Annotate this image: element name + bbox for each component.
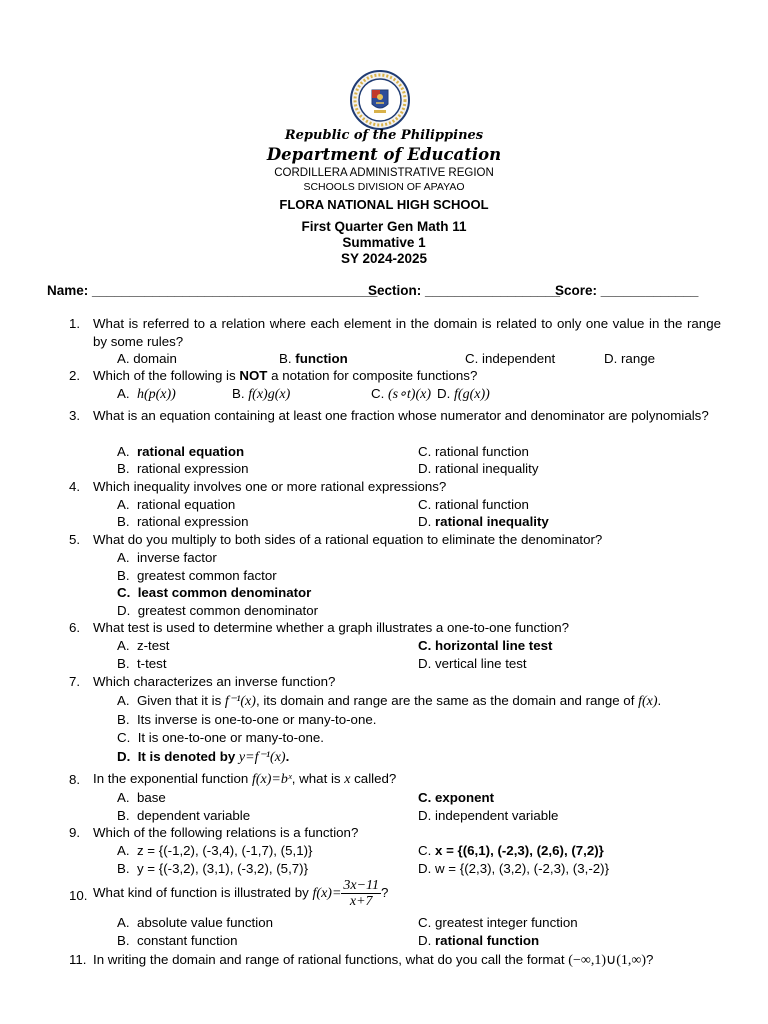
q2-option-d-math: f(g(x))	[454, 387, 490, 402]
section-field[interactable]: Section: __________________	[368, 283, 561, 298]
q1-option-b[interactable]	[279, 351, 348, 366]
q9-text: Which of the following relations is a function?	[93, 825, 359, 840]
q3-text: What is an equation containing at least one fraction whose numerator and denominator are polynomials?	[93, 408, 709, 423]
q9-option-c[interactable]	[418, 843, 604, 858]
q7-option-a-letter: A.	[117, 693, 130, 708]
q9-option-a[interactable]	[117, 843, 312, 858]
q3-option-c[interactable]: C. rational function	[418, 444, 529, 459]
q4-number: 4.	[69, 479, 81, 494]
q7-option-b[interactable]	[117, 712, 376, 727]
q7-text: Which characterizes an inverse function?	[93, 674, 336, 689]
q4-option-d[interactable]	[418, 514, 549, 529]
q7-option-d-pre: It is denoted by	[137, 749, 239, 764]
q10-fraction	[341, 878, 381, 909]
q7-option-a-math2: f(x)	[638, 694, 658, 709]
q9-option-a-text: z = {(-1,2), (-3,4), (-1,7), (5,1)}	[136, 843, 313, 858]
q5-option-c-letter: C.	[117, 585, 131, 600]
q1-option-b-letter: B.	[279, 351, 296, 366]
q8-option-d[interactable]: D. independent variable	[418, 808, 559, 823]
q7-option-c-letter: C.	[117, 730, 131, 745]
exam-subtitle: Summative 1	[342, 235, 426, 250]
q11-text-pre: In writing the domain and range of rational functions, what do you call the format	[93, 952, 569, 967]
q8-option-c[interactable]: C. exponent	[418, 790, 495, 805]
q8-text	[93, 771, 396, 788]
q9-option-c-text: x = {(6,1), (-2,3), (2,6), (7,2)}	[435, 843, 604, 858]
score-field[interactable]: Score: _____________	[555, 283, 699, 298]
q6-option-b[interactable]	[117, 656, 167, 671]
q8-option-b-text: dependent variable	[136, 808, 251, 823]
q8-number: 8.	[69, 772, 81, 787]
q2-option-b-letter: B.	[232, 386, 245, 401]
division-heading: SCHOOLS DIVISION OF APAYAO	[303, 181, 465, 193]
q7-option-a-mid: , its domain and range are the same as the domain and range of	[255, 693, 639, 708]
q2-text	[93, 368, 477, 383]
q7-option-a[interactable]	[117, 693, 661, 710]
q1-option-b-text: function	[295, 351, 348, 366]
q10-option-b-text: constant function	[136, 933, 238, 948]
q5-number: 5.	[69, 532, 81, 547]
q5-option-d[interactable]	[117, 603, 318, 618]
q2-text-post: a notation for composite functions?	[267, 368, 478, 383]
q5-option-c-text: least common denominator	[137, 585, 312, 600]
q2-option-b[interactable]	[232, 386, 290, 403]
q9-option-b-text: y = {(-3,2), (3,1), (-3,2), (5,7)}	[136, 861, 309, 876]
name-field[interactable]: Name: ______________________________________	[47, 283, 378, 298]
q11-text	[93, 952, 653, 969]
q2-option-c[interactable]	[371, 386, 431, 403]
q2-option-a-letter: A.	[117, 386, 130, 401]
q1-option-d[interactable]: D. range	[604, 351, 655, 366]
q10-option-c[interactable]: C. greatest integer function	[418, 915, 578, 930]
q2-option-c-letter: C.	[371, 386, 385, 401]
q6-option-b-letter: B.	[117, 656, 130, 671]
q10-text	[93, 878, 388, 909]
q3-option-b-letter: B.	[117, 461, 130, 476]
q9-option-b-letter: B.	[117, 861, 130, 876]
q1-option-a[interactable]: A. domain	[117, 351, 177, 366]
q3-option-d[interactable]: D. rational inequality	[418, 461, 539, 476]
q9-number: 9.	[69, 825, 81, 840]
q10-fraction-denominator: x+7	[349, 894, 373, 909]
q2-text-bold: NOT	[239, 368, 268, 383]
q5-text: What do you multiply to both sides of a rational equation to eliminate the denominator?	[93, 532, 603, 547]
republic-heading: Republic of the Philippines	[284, 128, 484, 143]
q10-option-b-letter: B.	[117, 933, 130, 948]
q8-text-math: f(x)=bˣ	[251, 772, 292, 787]
deped-seal	[350, 70, 410, 130]
q4-option-b-text: rational expression	[136, 514, 249, 529]
q6-option-a-letter: A.	[117, 638, 130, 653]
q4-option-c[interactable]: C. rational function	[418, 497, 529, 512]
q10-text-math: f(x)=	[312, 886, 342, 902]
q4-option-b[interactable]	[117, 514, 249, 529]
q11-number: 11.	[69, 952, 87, 967]
q11-text-post: ?	[646, 952, 654, 967]
q2-option-b-math: f(x)g(x)	[248, 387, 291, 402]
q9-option-b[interactable]	[117, 861, 308, 876]
q6-option-d[interactable]: D. vertical line test	[418, 656, 527, 671]
q7-option-b-text: Its inverse is one-to-one or many-to-one.	[136, 712, 377, 727]
q4-option-d-letter: D.	[418, 514, 435, 529]
q8-text-mid: , what is	[291, 771, 345, 786]
q8-text-var: x	[344, 772, 351, 787]
q10-option-a[interactable]	[117, 915, 273, 930]
q10-number: 10.	[69, 888, 88, 903]
q7-option-d-math: y=f⁻¹(x)	[238, 750, 286, 765]
department-heading: Department of Education	[266, 145, 502, 164]
exam-title: First Quarter Gen Math 11	[301, 219, 467, 234]
q10-option-d-text: rational function	[435, 933, 540, 948]
q2-text-pre: Which of the following is	[93, 368, 240, 383]
q10-option-d-letter: D.	[418, 933, 435, 948]
q4-option-d-text: rational inequality	[435, 514, 549, 529]
q2-option-a-math: h(p(x))	[136, 387, 176, 402]
q7-option-b-letter: B.	[117, 712, 130, 727]
q9-option-a-letter: A.	[117, 843, 130, 858]
q1-option-c[interactable]: C. independent	[465, 351, 556, 366]
q6-option-a[interactable]	[117, 638, 169, 653]
q8-option-b[interactable]	[117, 808, 250, 823]
q7-option-a-end: .	[657, 693, 662, 708]
q7-number: 7.	[69, 674, 81, 689]
q3-option-b-text: rational expression	[136, 461, 249, 476]
school-year: SY 2024-2025	[340, 251, 428, 266]
q1-number: 1.	[69, 316, 81, 331]
q10-option-d[interactable]	[418, 933, 539, 948]
q5-option-b-text: greatest common factor	[136, 568, 277, 583]
q2-option-d-letter: D.	[437, 386, 451, 401]
q3-option-a-text: rational equation	[136, 444, 245, 459]
q10-option-a-letter: A.	[117, 915, 130, 930]
q11-text-math: (−∞,1)∪(1,∞)	[568, 953, 647, 968]
q4-option-a-letter: A.	[117, 497, 130, 512]
q5-option-b-letter: B.	[117, 568, 130, 583]
q6-option-a-text: z-test	[136, 638, 170, 653]
q7-option-c-text: It is one-to-one or many-to-one.	[137, 730, 324, 745]
q10-text-pre: What kind of function is illustrated by	[93, 885, 313, 901]
q6-text: What test is used to determine whether a graph illustrates a one-to-one function?	[93, 620, 570, 635]
q4-option-a-text: rational equation	[136, 497, 236, 512]
q9-option-d[interactable]: D. w = {(2,3), (3,2), (-2,3), (3,-2)}	[418, 861, 610, 876]
q10-option-b[interactable]	[117, 933, 238, 948]
q3-option-a[interactable]	[117, 444, 244, 459]
q5-option-c[interactable]	[117, 585, 311, 600]
q6-option-b-text: t-test	[136, 656, 167, 671]
q8-text-post: called?	[350, 771, 397, 786]
q7-option-a-pre: Given that it is	[136, 693, 225, 708]
q4-option-a[interactable]	[117, 497, 235, 512]
q8-option-a-text: base	[136, 790, 166, 805]
q2-option-a[interactable]	[117, 386, 176, 403]
q8-option-a-letter: A.	[117, 790, 130, 805]
q5-option-d-letter: D.	[117, 603, 131, 618]
q5-option-a-letter: A.	[117, 550, 130, 565]
q5-option-a[interactable]	[117, 550, 217, 565]
q5-option-b[interactable]	[117, 568, 277, 583]
seal-icon	[350, 70, 410, 130]
q2-number: 2.	[69, 368, 81, 383]
q10-fraction-numerator: 3x−11	[343, 878, 380, 893]
q3-number: 3.	[69, 408, 81, 423]
q2-option-d[interactable]	[437, 386, 490, 403]
q7-option-d[interactable]	[117, 749, 289, 766]
q8-option-a[interactable]	[117, 790, 166, 805]
q8-option-b-letter: B.	[117, 808, 130, 823]
q10-text-post: ?	[381, 885, 389, 901]
q3-option-b[interactable]	[117, 461, 249, 476]
q3-option-a-letter: A.	[117, 444, 130, 459]
q7-option-c[interactable]	[117, 730, 324, 745]
q1-text: What is referred to a relation where each element in the domain is related to only one value in the range by some rules?	[93, 316, 721, 349]
q7-option-d-letter: D.	[117, 749, 131, 764]
q4-option-b-letter: B.	[117, 514, 130, 529]
q6-number: 6.	[69, 620, 81, 635]
q10-option-a-text: absolute value function	[136, 915, 273, 930]
q8-text-pre: In the exponential function	[93, 771, 252, 786]
q5-option-d-text: greatest common denominator	[137, 603, 319, 618]
q6-option-c[interactable]: C. horizontal line test	[418, 638, 553, 653]
region-heading: CORDILLERA ADMINISTRATIVE REGION	[274, 167, 494, 179]
school-name: FLORA NATIONAL HIGH SCHOOL	[279, 197, 489, 212]
q5-option-a-text: inverse factor	[136, 550, 217, 565]
q4-text: Which inequality involves one or more rational expressions?	[93, 479, 447, 494]
q9-option-c-letter: C.	[418, 843, 435, 858]
q7-option-d-end: .	[285, 749, 290, 764]
q2-option-c-math: (s∘t)(x)	[388, 387, 431, 402]
q7-option-a-math1: f⁻¹(x)	[224, 694, 256, 709]
